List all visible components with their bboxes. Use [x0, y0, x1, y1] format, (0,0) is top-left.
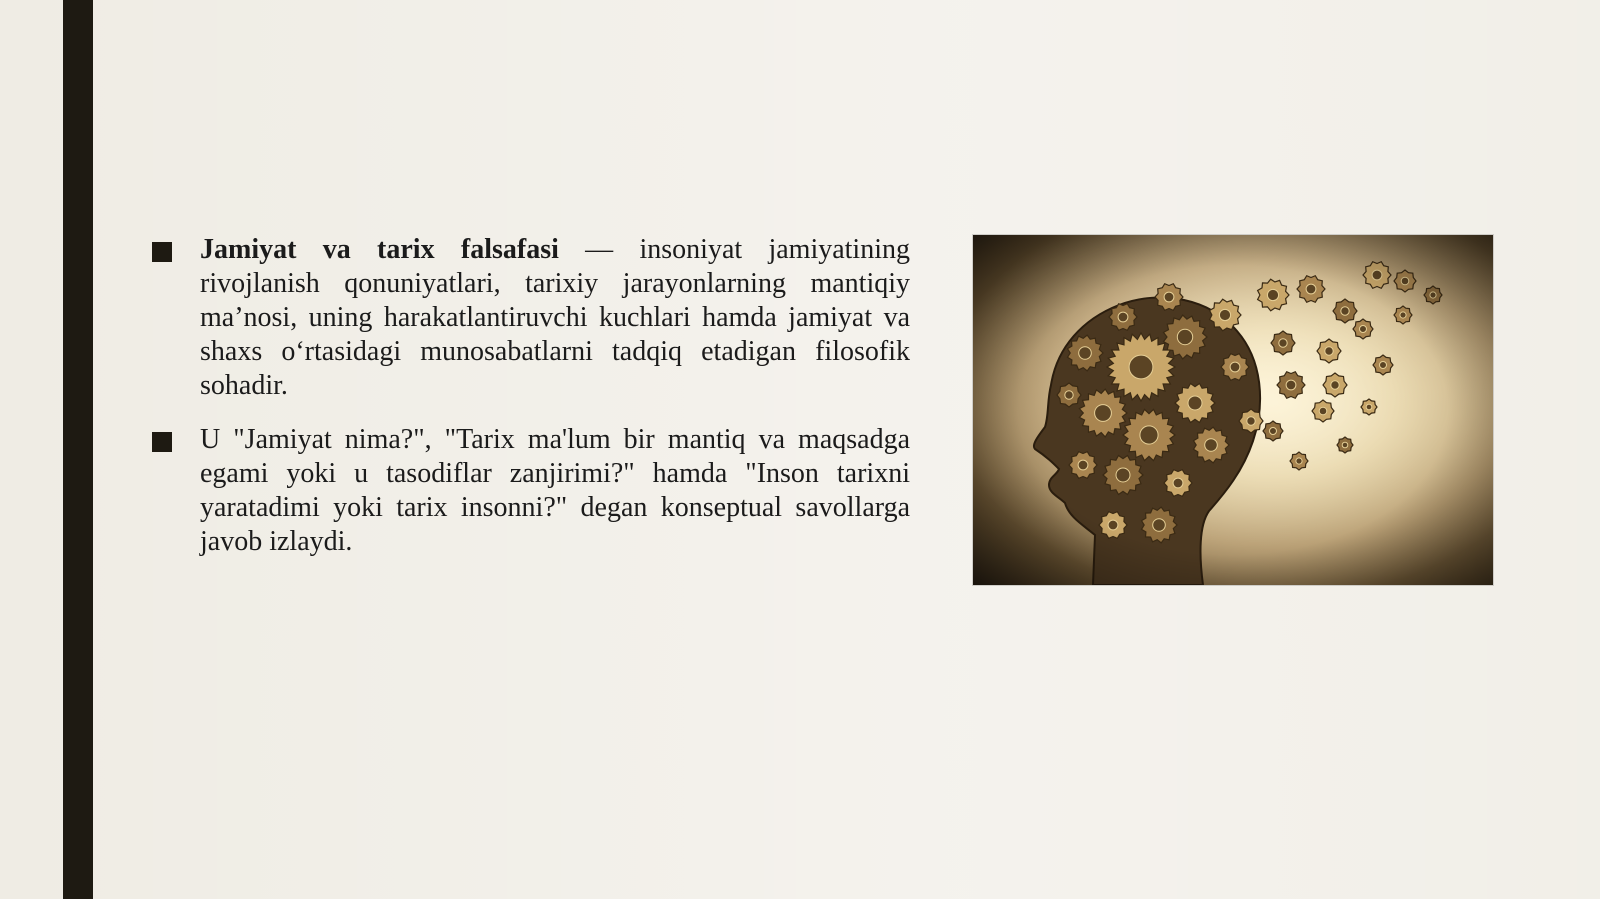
bullet-item-2: [150, 423, 910, 559]
bullet-text: U "Jamiyat nima?", "Tarix ma'lum bir mantiq va maqsadga egami yoki u tasodiflar zanjirimi?" hamda "Inson tarixni yaratadimi yoki tarix insonni?" degan konseptual savollarga javob izlaydi.: [200, 424, 910, 557]
bullet-term: Jamiyat va tarix falsafasi: [200, 234, 559, 265]
bullet-text: — insoniyat jamiyatining rivojlanish qonuniyatlari, tarixiy jarayonlarning mantiqiy ma’nosi, uning harakatlantiruvchi kuchlari hamda jamiyat va shaxs o‘rtasidagi munosabatlarni tadqiq etadigan filosofik sohadir.: [200, 234, 910, 401]
square-bullet-icon: [152, 432, 172, 452]
head-gears-picture: [973, 235, 1493, 585]
bullet-item-1: [150, 233, 910, 403]
slide-content: [150, 233, 910, 579]
accent-bar: [63, 0, 93, 899]
square-bullet-icon: [152, 242, 172, 262]
head-with-gears-icon: [973, 235, 1493, 585]
